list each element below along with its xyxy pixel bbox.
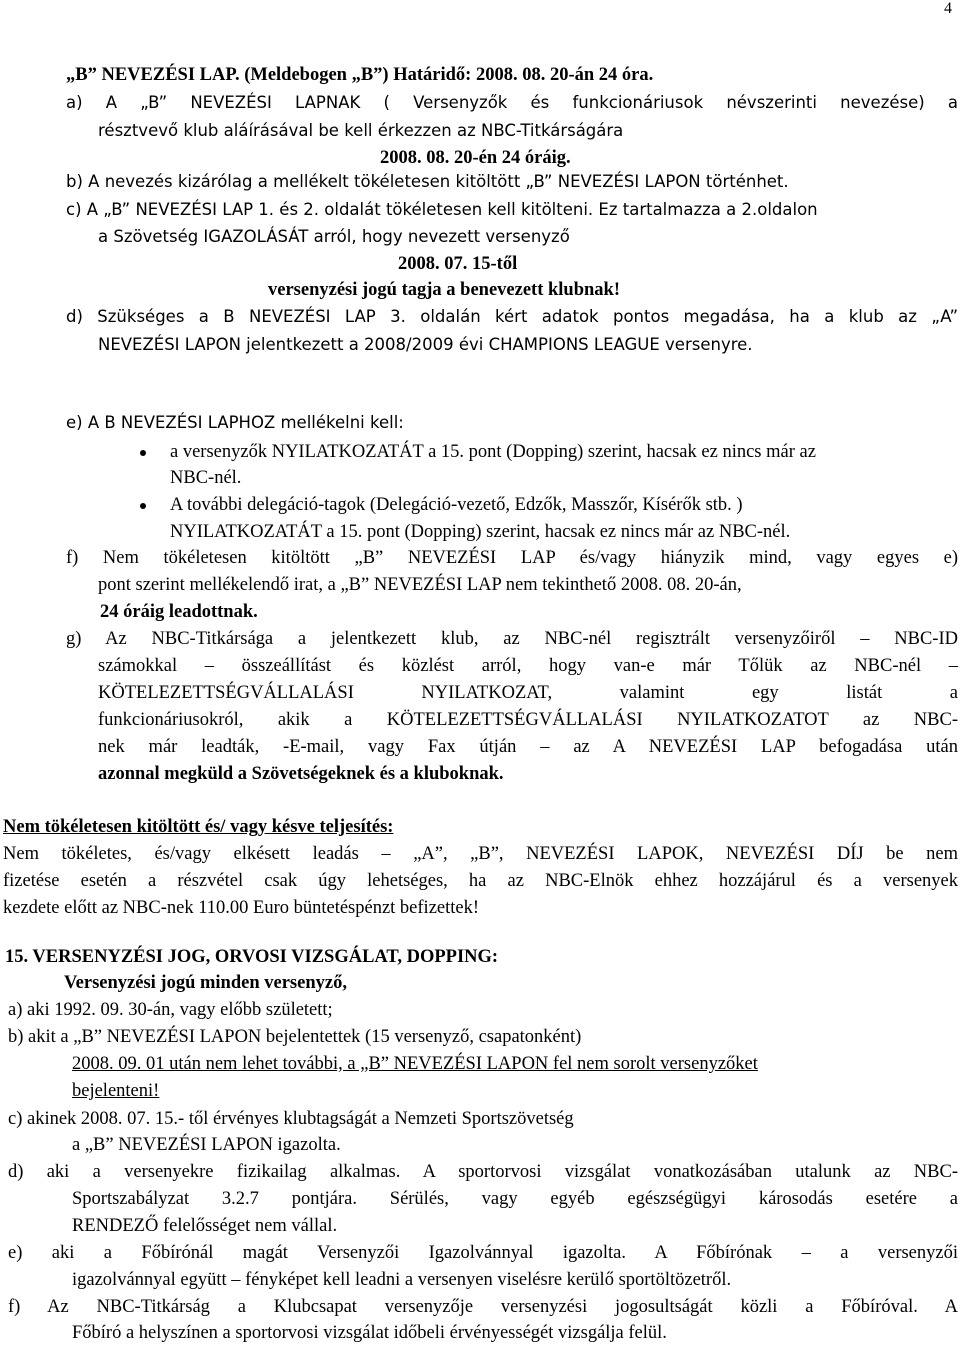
text-line: Főbíró a helyszínen a sportorvosi vizsgálat időbeli érvényességét vizsgálja felül.	[72, 1323, 667, 1343]
text-line: d) aki a versenyekre fizikailag alkalmas. A sportorvosi vizsgálat vonatkozásában utalunk az NBC-	[8, 1162, 958, 1182]
text-line: 24 óráig leadottnak.	[100, 602, 258, 622]
text-line: igazolvánnyal együtt – fényképet kell leadni a versenyen viselésre kerülő sportöltözetről.	[72, 1270, 732, 1290]
text-line: RENDEZŐ felelősséget nem vállal.	[72, 1216, 338, 1236]
text-line: számokkal – összeállítást és közlést arról, hogy van-e már Tőlük az NBC-nél –	[98, 656, 958, 676]
text-line: a) A „B” NEVEZÉSI LAPNAK ( Versenyzők és funkcionáriusok névszerinti nevezése) a	[66, 93, 958, 112]
text-line: pont szerint mellékelendő irat, a „B” NEVEZÉSI LAP nem tekinthető 2008. 08. 20-án,	[98, 575, 742, 595]
text-line: nek már leadták, -E-mail, vagy Fax útján – az A NEVEZÉSI LAP befogadása után	[98, 737, 958, 757]
text-line: a Szövetség IGAZOLÁSÁT arról, hogy nevezett versenyző	[98, 227, 570, 246]
text-line: 2008. 09. 01 után nem lehet további, a „B” NEVEZÉSI LAPON fel nem sorolt versenyzőket	[72, 1054, 758, 1074]
text-line: A további delegáció-tagok (Delegáció-vezető, Edzők, Masszőr, Kísérők stb. )	[170, 495, 743, 515]
text-line: a) aki 1992. 09. 30-án, vagy előbb született;	[8, 1000, 333, 1020]
text-line: c) akinek 2008. 07. 15.- től érvényes klubtagságát a Nemzeti Sportszövetség	[8, 1109, 574, 1129]
text-line: versenyzési jogú tagja a benevezett klubnak!	[268, 280, 620, 300]
text-line: g) Az NBC-Titkársága a jelentkezett klub, az NBC-nél regisztrált versenyzőiről – NBC-ID	[66, 629, 958, 649]
text-line: NBC-nél.	[170, 468, 242, 488]
text-line: a versenyzők NYILATKOZATÁT a 15. pont (Dopping) szerint, hacsak ez nincs már az	[170, 442, 816, 462]
text-line: f) Az NBC-Titkárság a Klubcsapat versenyzője versenyzési jogosultságát közli a Főbíróval. A	[8, 1297, 958, 1317]
bullet-marker-1	[140, 450, 146, 456]
text-line: a „B” NEVEZÉSI LAPON igazolta.	[72, 1135, 341, 1155]
text-line: c) A „B” NEVEZÉSI LAP 1. és 2. oldalát tökéletesen kell kitölteni. Ez tartalmazza a 2.oldalon	[66, 200, 818, 219]
text-line: kezdete előtt az NBC-nek 110.00 Euro büntetéspénzt befizettek!	[3, 898, 480, 918]
text-line: b) A nevezés kizárólag a mellékelt tökéletesen kitöltött „B” NEVEZÉSI LAPON történhet.	[66, 172, 789, 191]
text-line: Nem tökéletes, és/vagy elkésett leadás – „A”, „B”, NEVEZÉSI LAPOK, NEVEZÉSI DÍJ be nem	[3, 844, 958, 864]
page-number: 4	[944, 0, 952, 17]
text-line: résztvevő klub aláírásával be kell érkezzen az NBC-Titkárságára	[98, 121, 624, 140]
text-line: „B” NEVEZÉSI LAP. (Meldebogen „B”) Határidő: 2008. 08. 20-án 24 óra.	[66, 65, 654, 85]
text-line: NYILATKOZATÁT a 15. pont (Dopping) szerint, hacsak ez nincs már az NBC-nél.	[170, 522, 791, 542]
bullet-marker-2	[140, 503, 146, 509]
text-line: d) Szükséges a B NEVEZÉSI LAP 3. oldalán kért adatok pontos megadása, ha a klub az „A”	[66, 307, 958, 326]
text-line: Sportszabályzat 3.2.7 pontjára. Sérülés, vagy egyéb egészségügyi károsodás esetére a	[72, 1189, 958, 1209]
text-line: NEVEZÉSI LAPON jelentkezett a 2008/2009 évi CHAMPIONS LEAGUE versenyre.	[98, 335, 753, 354]
text-line: f) Nem tökéletesen kitöltött „B” NEVEZÉSI LAP és/vagy hiányzik mind, vagy egyes e)	[66, 548, 958, 568]
text-line: e) aki a Főbírónál magát Versenyzői Igazolvánnyal igazolta. A Főbírónak – a versenyzői	[8, 1243, 958, 1263]
text-line: azonnal megküld a Szövetségeknek és a kluboknak.	[98, 764, 504, 784]
text-line: KÖTELEZETTSÉGVÁLLALÁSI NYILATKOZAT, valamint egy listát a	[98, 683, 958, 703]
text-line: e) A B NEVEZÉSI LAPHOZ mellékelni kell:	[66, 413, 404, 432]
text-line: 2008. 07. 15-től	[398, 254, 518, 274]
text-line: bejelenteni!	[72, 1081, 160, 1101]
text-line: 2008. 08. 20-én 24 óráig.	[380, 148, 571, 168]
text-line: b) akit a „B” NEVEZÉSI LAPON bejelentettek (15 versenyző, csapatonként)	[8, 1027, 582, 1047]
text-line: Nem tökéletesen kitöltött és/ vagy késve teljesítés:	[3, 817, 394, 837]
text-line: funkcionáriusokról, akik a KÖTELEZETTSÉGVÁLLALÁSI NYILATKOZATOT az NBC-	[98, 710, 958, 730]
text-line: Versenyzési jogú minden versenyző,	[64, 973, 347, 993]
text-line: fizetése esetén a részvétel csak úgy lehetséges, ha az NBC-Elnök ehhez hozzájárul és a versenyek	[3, 871, 958, 891]
text-line: 15. VERSENYZÉSI JOG, ORVOSI VIZSGÁLAT, DOPPING:	[5, 947, 499, 967]
